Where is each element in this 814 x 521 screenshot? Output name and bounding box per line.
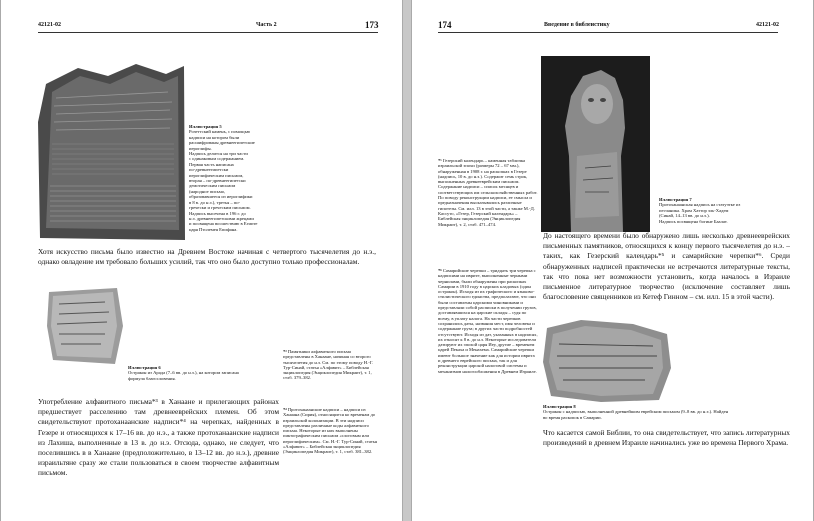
caption-line: и посвящена восшествию в Египте [189,221,258,227]
statuette-image [541,56,650,232]
caption-line: с одинаковым содержанием. [189,156,245,162]
footnote-mark: *³ [283,349,287,354]
caption-line: Надпись делится на три части [189,151,248,157]
footnote-text: Протоханаанские надписи – надписи из Ханаана (Сирия), относящиеся ко временам до израильской колонизации. В эти надписи представлены различные коды алфавитного письма. Некоторые из них выполнены пиктографическим письмом «слоговым или иероглифическим». См. Н.-Г. Тур-Синай, статья «Алфавит» – Библейская энциклопедия (Энциклопедия Микраит), т. 1, стлб. 381–382. [283,407,378,455]
header-code: 42121-02 [756,22,779,28]
footnote-text: Самарийские черепки – тридцать три черепка с надписями на иврите, выполненные черными чернилами, были обнаружены при раскопках Самарии в 1910 году в царских кладовых (один остракон). Исходя из их графического и языково-стилистического единства, предполагают, что они были составлены царскими чиновниками и представляли собой расписки в получении грузов, доставлявшихся на царские склады – судя по всему, в уплату налога. На части черепков сохранились даты, названия мест, имя человека и содержание груза; в других части подробностей отсутствуют. Исходя из дат, указанных в надписях, их относят к 8 в. до н.э. Некоторые исследователи датируют их эпохой царя Иеу, другие – временем царей Пекаха и Менахема. Самарийские черепки имеют большое значение как для истории иврита и древнего еврейского письма, так и для реконструкции царской налоговой системы и механизмов налогообложения в Древнем Израиле. [438,268,538,374]
caption-line: демотическим письмом [189,183,236,189]
caption-line: царя Птолемея Епифана. [189,226,238,232]
paragraph-1: Хотя искусство письма было известно на Древнем Востоке начиная с четвертого тысячелетия до н.э., однако овладение им требовало больших усилий, так что оно было доступно только профессионалам. [38,247,376,267]
samaria-ostracon-image [541,318,673,404]
footnote-mark: *⁵ [438,158,442,163]
paragraph-1: До настоящего времени было обнаружено лишь несколько древнееврейских письменных памятников, относящихся к концу первого тысячелетия до н.э. – таких, как Гезерский календарь*⁵ и самарийские черепки*⁶. Среди обнаруженных надписей практически не встречаются литературные тексты, так что пока нет возможности установить, когда началось в Израиле письменное литературное творчество (исключение составляет лишь благословение священников из Кетеф Гинном – см. илл. 15 в этой части). [543,231,790,302]
header-part: Часть 2 [256,22,277,28]
caption-line: гречески и греческим письмом. [189,205,251,211]
caption-line: по-древнеегипетски [189,167,229,173]
page-number: 173 [365,20,379,30]
rosetta-stone-image [38,62,185,240]
caption-line: иероглифическим письмом, [189,172,244,178]
footnote-mark: *⁴ [283,407,287,412]
header-code: 42121-02 [38,22,61,28]
caption-line: Надпись посвящена богине Баалат. [659,218,728,224]
caption-line: (народное письмо, [189,188,226,194]
fig5-caption-text [189,129,281,232]
footnote-mark: *⁶ [438,268,442,273]
paragraph-2: Употребление алфавитного письма*³ в Ханаане и прилегающих районах предшествует расселению там древнееврейских племен. Об этом свидетельствуют протоханаанские надписи*⁴ на черепках, найденных в Гезере и относящихся к 17–16 вв. до н.э., а также протоханаанские надписи из Лахиша, выполненные в 13 в. до н.э. Отсюда, однако, не следует, что поселившись в в Ханаане (предположительно, в 13–12 вв. до н.э.), древние израильтяне сразу же стали пользоваться в своем творчестве алфавитным письмом. [38,397,279,478]
caption-line: н.э. древнеегипетскими жрецами [189,215,254,221]
caption-line: (Синай, 14–13 вв. до н.э.). [659,213,710,219]
caption-line: надписи на котором были [189,134,240,140]
fig8-caption [543,404,729,420]
footnote-6 [438,268,538,374]
header-rule [438,32,778,33]
arad-ostracon-image [45,286,125,366]
caption-line: расшифрованы древнеегипетские [189,140,255,146]
left-page [0,0,403,521]
paragraph-2: Что касается самой Библии, то она свидетельствует, что запись литературных произведений в древнем Израиле начинались уже во времена Первого Храма. [543,428,790,448]
footnote-5 [438,158,538,227]
fig5-title: Иллюстрация 5 [189,124,222,129]
fig8-title: Иллюстрация 8 [543,404,576,409]
caption-line: в 8 в. до н.э.), третья – по- [189,199,241,205]
caption-line: Протоханаанская надпись на статуэтке из [659,202,741,208]
caption-line: песчаника. Храм Хаттор эль-Хадем [659,207,729,213]
fig7-caption-text [659,202,799,224]
footnote-text: Памятники алфавитного письма представлены в Ханаане, начиная со второго тысячелетия до н.э. См. по этому поводу Н.-Г. Тур-Синай, статья «Алфавит» – Библейская энциклопедия (Энциклопедия Микраит), т. 1, стлб. 379–382. [283,349,374,381]
caption-line: Розеттский камень, с помощью [189,129,251,135]
caption-line: образовавшееся из иероглифики [189,194,253,200]
caption-line: вторая – по-древнеегипетски [189,178,246,184]
footnote-4 [283,407,378,455]
header-rule [38,32,378,33]
caption-line: Надпись высечена в 196 г. до [189,210,246,216]
caption-line: Первая часть написана [189,161,234,167]
fig7-title: Иллюстрация 7 [659,197,692,202]
fig7-caption [659,197,799,224]
footnote-text: Гезерский календарь – каменная табличка израильской эпохи (размеры 72 – 67 мм.), обнаруженная в 1908 г. на раскопках в Гезере (надпись, 10 в. до н.э.). Содержит семь строк, выполненных древнееврейским письмом. Содержание надписи – список месяцев и соответствующих им сельскохозяйственных работ. По поводу реконструкции надписи, ее смысла и предназначения высказывались различные гипотезы. См. илл. 13 в этой части, а также М.-Д. Кассуто, «Гезер, Гезерский календарь» – Библейская энциклопедия (Энциклопедия Микраит), т. 2, стлб. 471–474. [438,158,538,227]
header-title: Введение в библеистику [544,22,610,28]
right-page [411,0,814,521]
fig6-title: Иллюстрация 6 [128,365,161,370]
footnote-3 [283,349,378,381]
fig6-caption-text: Остракон из Арада (7–6 вв. до н.э.), на котором записана формула благословения. [128,370,239,381]
fig5-caption [189,124,281,232]
page-number: 174 [438,20,452,30]
fig8-caption-text: Остракон с надписью, выполненной древнейшим еврейским письмом (9–8 вв. до н.э.). Найден во время раскопок в Самарии. [543,409,729,420]
caption-line: иероглифы. [189,145,212,151]
fig6-caption [128,365,252,381]
